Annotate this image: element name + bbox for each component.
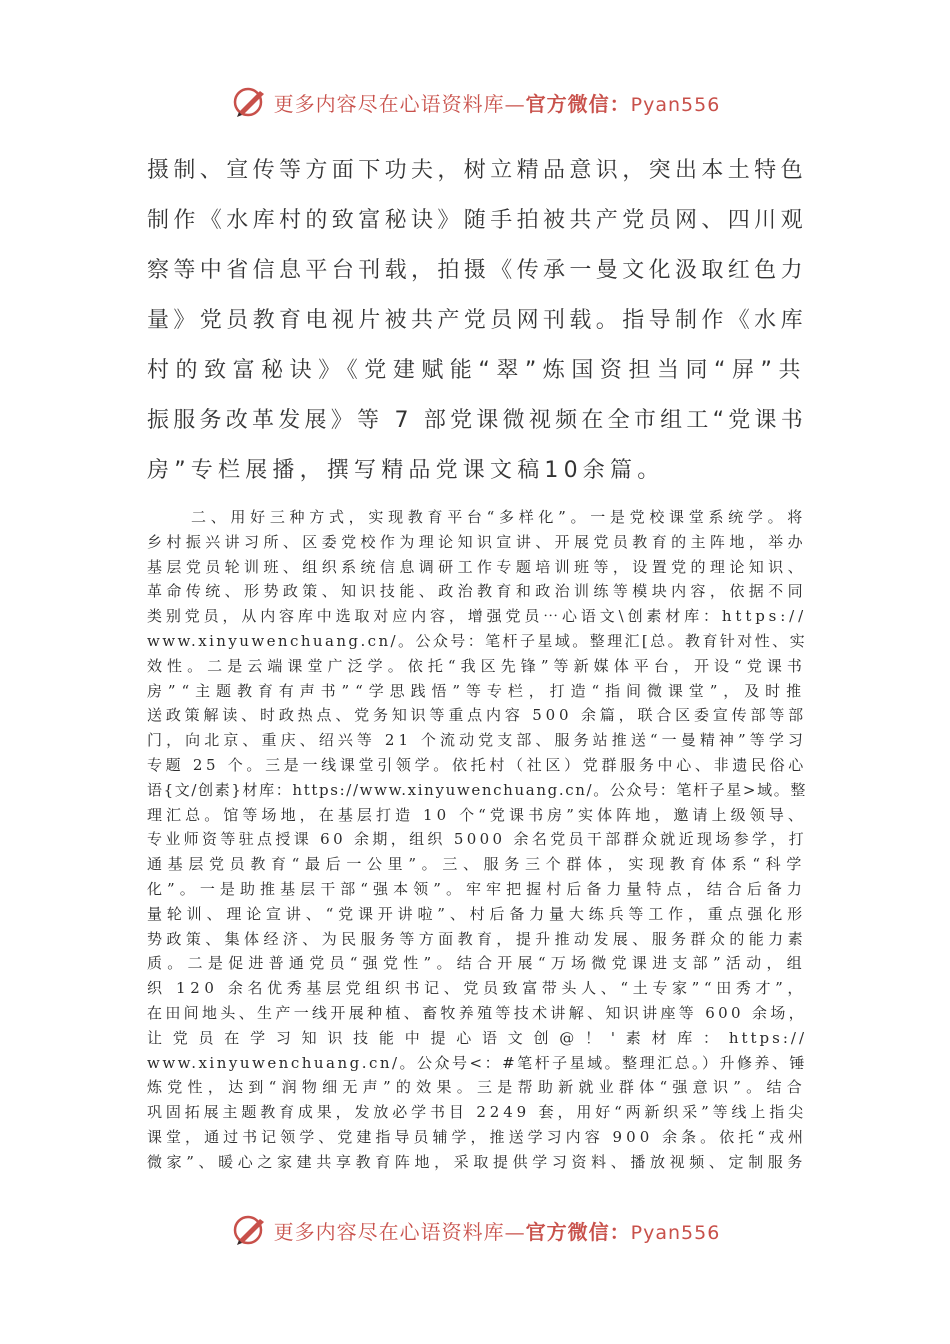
text-line: 炼党性，达到“润物细无声”的效果。三是帮助新就业群体“强意识”。结合 — [147, 1078, 807, 1097]
text-line: 语{文/创素}材库：https://www.xinyuwenchuang.cn/。公众号：笔杆子星>域。整 — [147, 780, 807, 799]
text-line: 量》党员教育电视片被共产党员网刊载。指导制作《水库 — [147, 308, 807, 333]
text-line: www.xinyuwenchuang.cn/。公众号：笔杆子星域。整理汇[总。教育针对性、实 — [147, 631, 807, 650]
footer-banner — [0, 1210, 950, 1250]
text-line: 势政策、集体经济、为民服务等方面教育，提升推动发展、服务群众的能力素 — [147, 929, 807, 948]
text-line: 基层党员轮训班、组织系统信息调研工作专题培训班等，设置党的理论知识、 — [147, 557, 807, 576]
text-line: 门，向北京、重庆、绍兴等 21 个流动党支部、服务站推送“一曼精神”等学习 — [147, 731, 807, 750]
text-line: 村的致富秘诀》《党建赋能“翠”炼国资担当同“屏”共 — [147, 358, 807, 383]
text-line: 振服务改革发展》等 7 部党课微视频在全市组工“党课书 — [147, 408, 807, 433]
text-line: 摄制、宣传等方面下功夫，树立精品意识，突出本土特色 — [147, 158, 807, 183]
banner-text: 更多内容尽在心语资料库—官方微信：Pyan556 — [273, 91, 721, 116]
text-line: 理汇总。馆等场地，在基层打造 10 个“党课书房”实体阵地，邀请上级领导、 — [147, 805, 807, 824]
top-paragraph — [147, 146, 807, 496]
text-line: 革命传统、形势政策、知识技能、政治教育和政治训练等模块内容，依据不同 — [147, 582, 807, 601]
text-line: 类别党员，从内容库中选取对应内容，增强党员⋯心语文\创素材库：https:// — [147, 607, 807, 626]
text-line: 制作《水库村的致富秘诀》随手拍被共产党员网、四川观 — [147, 208, 807, 233]
text-line: 巩固拓展主题教育成果，发放必学书目 2249 套，用好“两新织采”等线上指尖 — [147, 1103, 807, 1122]
banner-text: 更多内容尽在心语资料库—官方微信：Pyan556 — [273, 1219, 721, 1244]
text-line: 在田间地头、生产一线开展种植、畜牧养殖等技术讲解、知识讲座等 600 余场， — [147, 1003, 807, 1022]
text-line: 专题 25 个。三是一线课堂引领学。依托村（社区）党群服务中心、非遗民俗心 — [147, 755, 807, 774]
text-line: 微家”、暖心之家建共享教育阵地，采取提供学习资料、播放视频、定制服务 — [147, 1152, 807, 1171]
text-line: 质。二是促进普通党员“强党性”。结合开展“万场微党课进支部”活动，组 — [147, 954, 807, 973]
text-line: 送政策解读、时政热点、党务知识等重点内容 500 余篇，联合区委宣传部等部 — [147, 706, 807, 725]
text-line: 房”专栏展播，撰写精品党课文稿10余篇。 — [147, 458, 665, 483]
text-line: 量轮训、理论宣讲、“党课开讲啦”、村后备力量大练兵等工作，重点强化形 — [147, 904, 807, 923]
text-line: 二、用好三种方式，实现教育平台“多样化”。一是党校课堂系统学。将 — [191, 508, 807, 526]
text-line: 乡村振兴讲习所、区委党校作为理论知识宣讲、开展党员教育的主阵地，举办 — [147, 532, 807, 551]
text-line: 织 120 余名优秀基层党组织书记、党员致富带头人、“土专家”“田秀才”， — [147, 979, 807, 998]
text-line: 通基层党员教育“最后一公里”。三、服务三个群体，实现教育体系“科学 — [147, 855, 807, 874]
text-line: 效性。二是云端课堂广泛学。依托“我区先锋”等新媒体平台，开设“党课书 — [147, 656, 807, 675]
pen-logo-icon — [230, 1210, 270, 1250]
text-line: 房”“主题教育有声书”“学思践悟”等专栏，打造“指间微课堂”，及时推 — [147, 681, 807, 700]
text-line: 专业师资等驻点授课 60 余期，组织 5000 余名党员干部群众就近现场参学，打 — [147, 830, 807, 849]
pen-logo-icon — [230, 82, 270, 122]
header-banner — [0, 82, 950, 122]
main-paragraph — [147, 505, 807, 1175]
text-line: www.xinyuwenchuang.cn/。公众号<：#笔杆子星域。整理汇总。）升修养、锤 — [147, 1053, 807, 1072]
text-line: 化”。一是助推基层干部“强本领”。牢牢把握村后备力量特点，结合后备力 — [147, 879, 807, 898]
text-line: 察等中省信息平台刊载，拍摄《传承一曼文化汲取红色力 — [147, 258, 807, 283]
text-line: 课堂，通过书记领学、党建指导员辅学，推送学习内容 900 余条。依托“戎州 — [147, 1127, 807, 1146]
text-line: 让 党 员 在 学 习 知 识 技 能 中 提 心 语 文 创 @ ！ ' 素 材 库 ： https:// — [147, 1028, 807, 1047]
